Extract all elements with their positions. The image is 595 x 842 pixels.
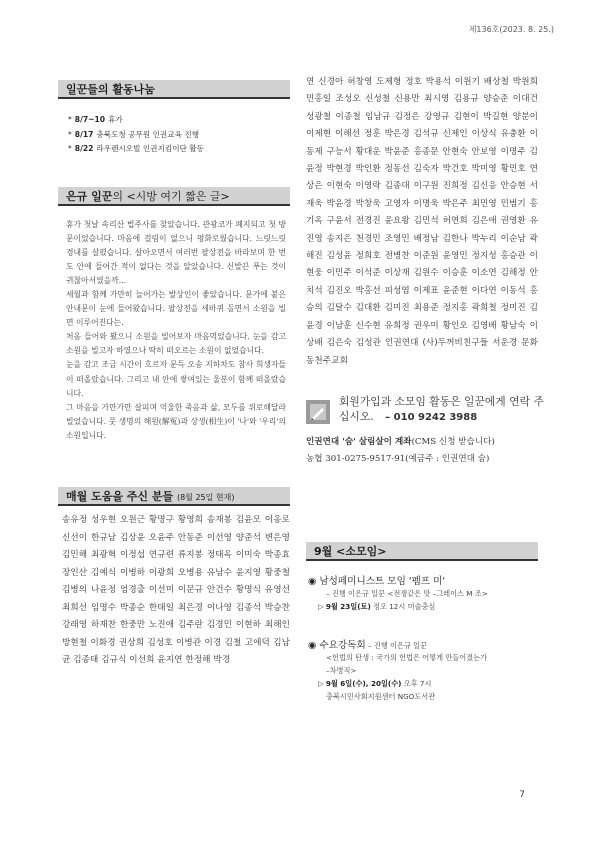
donor-list-left: 송유정 성우현 오원근 황명구 황영희 송재봉 김윤모 이옹로 신선이 한규남 김상윤 오윤주 안동준 이선영 양준석 변은영 김민해 최광혁 이정섭 연규련 류지봉 정태옥 이미숙 박종효 장인산 김예식 이병하 이광희 오병용 유남수 윤지영 황중철 김병의 나윤정 엄경출 이선미 이문규 안건수 황명식 유영선 최희선 임명수 박종순 한태일 최은경 이나영 김종석 박승찬 강래영 하재찬 한중만 노진애 김주란 김경민 이현하 최해인 방현철 이화경 권상희 김성호 이병관 이경 김철 고애덕 김남균 김종태 김규식 이선희 윤지연 한정해 박경 xyxy=(62,515,290,665)
activity-date: 8/7~10 xyxy=(74,115,106,124)
meeting-detail: – 진행 이은규 일꾼 <전쟁같은 맛 –그레이스 M 조> xyxy=(326,588,488,598)
meeting-detail: <헌법의 탄생 : 국가의 헌법은 어떻게 만들어졌는가 xyxy=(326,652,488,662)
essay-paragraph: 세월과 함께 가만히 늘어가는 발상인이 좋았습니다. 문가에 붙은 안내문이 눈에 들어왔습니다. 팔상전을 세바퀴 돌면서 소원을 빌면 이루어진다는. xyxy=(66,289,286,328)
target-bullet-icon: ◉ xyxy=(308,639,317,651)
meeting-note: – 진행 이은규 일꾼 xyxy=(365,640,428,650)
target-bullet-icon: ◉ xyxy=(308,575,317,587)
activities-title: 일꾼들의 활동나눔 xyxy=(66,83,155,96)
contact-phone: – 010 9242 3988 xyxy=(385,411,478,423)
join-box xyxy=(306,394,544,514)
essay-title-bold: 은규 일꾼 xyxy=(66,189,113,203)
pen-note-icon xyxy=(306,400,330,424)
join-headline: 회원가입과 소모임 활동은 일꾼에게 연락 주십시오. – 010 9242 3988 xyxy=(339,394,544,423)
list-item: * 8/17 충북도청 공무원 인권교육 진행 xyxy=(68,129,200,139)
essay-paragraph: 그 마음을 가만가만 살피며 억울한 죽음과 삶, 모두를 위로해달라 빌었습니다. 뭇 생명의 해원(解冤)과 상생(相生)이 '나'와 '우리'의 소원입니다. xyxy=(66,402,286,440)
donors-heading xyxy=(58,487,290,506)
list-item: * 8/22 라우렌시오빌 인권지킴이단 활동 xyxy=(68,144,204,153)
list-item: * 8/7~10 휴가 xyxy=(68,115,123,124)
essay-paragraph: 눈을 감고 조금 시간이 흐르자 문득 오송 지하차도 참사 희생자들이 떠올랐습니다. 그리고 내 안에 쌓여있는 울분이 함께 떠올랐습니다. xyxy=(66,360,286,398)
meetings-title: 9월 <소모임> xyxy=(314,544,387,558)
activities-list xyxy=(68,113,290,157)
page-number: 7 xyxy=(519,790,525,800)
donors-subtitle: (8월 25일 현재) xyxy=(176,493,235,502)
activities-heading xyxy=(58,80,290,99)
account-info: 인권연대 '숨' 살림살이 계좌(CMS 신청 받습니다) 농협 301-0275-9517-91(예금주 : 인권연대 숨) xyxy=(306,434,495,468)
meeting-detail: –차병직> xyxy=(326,665,357,675)
meeting-group xyxy=(306,573,538,613)
meeting-group xyxy=(306,637,538,703)
account-number: 농협 301-0275-9517-91(예금주 : 인권연대 숨) xyxy=(306,453,490,464)
right-column xyxy=(306,74,544,703)
essay-title-rest: 의 <시방 여기 짧은 글> xyxy=(112,189,230,203)
essay-paragraph: 휴가 첫날 속리산 법주사를 찾았습니다. 관광코가 폐지되고 첫 방문이었습니다. 마음에 걸림이 없으니 평화로웠습니다. 느릿느릿 경내를 살폈습니다. 살아오면서 여러번 팔상전을 바라보며 한 번도 안에 들어간 적이 없다는 것을 알았습니다. 신발끈 푸는 것이 귀찮아서였을까... xyxy=(66,219,286,285)
triangle-icon: ▷ xyxy=(318,678,324,688)
essay-heading xyxy=(58,187,290,206)
essay-body xyxy=(58,218,290,444)
left-column xyxy=(58,80,290,670)
donors-title: 매월 도움을 주신 분들 xyxy=(66,490,174,503)
issue-number: 제136호(2023. 8. 25.) xyxy=(468,25,554,34)
activity-text: 충북도청 공무원 인권교육 진행 xyxy=(96,129,200,139)
donor-list-right: 연 신경아 허창영 도제형 정호 박용석 이원기 배상철 박원희 민홍일 조성오 신성철 신용만 최시영 김용규 양승준 이대건 성광철 이종철 임남규 김정은 강영규 김현이 박길현 양분이 이제현 이해선 정훈 박은경 김석규 신제인 이상식 유충환 이동제 구능서 황대운 박윤준 홍종문 안현숙 안보영 이명주 김윤정 박현경 박인환 정동선 김숙자 박건호 박미영 황민호 연상은 이현숙 이영락 김종대 이구원 진희정 김신응 안승현 서재욱 박윤경 박창욱 고영자 이명욱 박은주 최민영 민범기 홍기옥 구윤서 전경진 윤요왕 김민석 허연희 김은애 권영환 유진영 송지은 천경민 조영민 배정남 김한나 박누리 이순남 곽해진 김성윤 정희호 전병찬 이준원 윤영민 정지성 홍승관 이현웅 이민주 이석준 이상재 김원수 이승훈 이소연 김해정 안치석 김진오 박홍선 피성염 이제표 윤준현 이다연 이동석 홍승의 김달수 김대환 김미진 최용준 정지홍 곽희철 정미진 김윤경 이남훈 신수현 유희정 권우미 황인오 김영배 황남숙 이상배 김은숙 김성관 인권연대 (사)두꺼비친구들 서운경 문화동천주교회 xyxy=(306,77,538,366)
triangle-icon: ▷ xyxy=(318,601,324,611)
essay-paragraph: 처음 들어와 봤으니 소원을 빌어보자 마음먹었습니다. 눈을 감고 소원을 빌고자 하였으나 딱히 떠오르는 소원이 없었습니다. xyxy=(66,332,286,356)
meeting-name: 남성페미니스트 모임 '펨프 미' xyxy=(319,575,446,587)
activity-date: 8/22 xyxy=(74,144,94,153)
activity-date: 8/17 xyxy=(74,129,94,139)
activity-text: 라우렌시오빌 인권지킴이단 활동 xyxy=(96,144,204,153)
meeting-schedule: ▷ 9월 23일(토) 정오 12시 미술충심 xyxy=(318,601,436,611)
activity-text: 휴가 xyxy=(108,115,123,124)
meeting-schedule: ▷ 9월 6일(수), 20일(수) 오후 7시 xyxy=(318,678,432,688)
account-title: 인권연대 '숨' 살림살이 계좌 xyxy=(306,436,412,447)
meeting-location: 충북시민사회지원센터 NGO도서관 xyxy=(326,691,436,701)
meeting-name: 수요강독회 xyxy=(319,639,366,651)
meetings-heading xyxy=(306,542,538,561)
